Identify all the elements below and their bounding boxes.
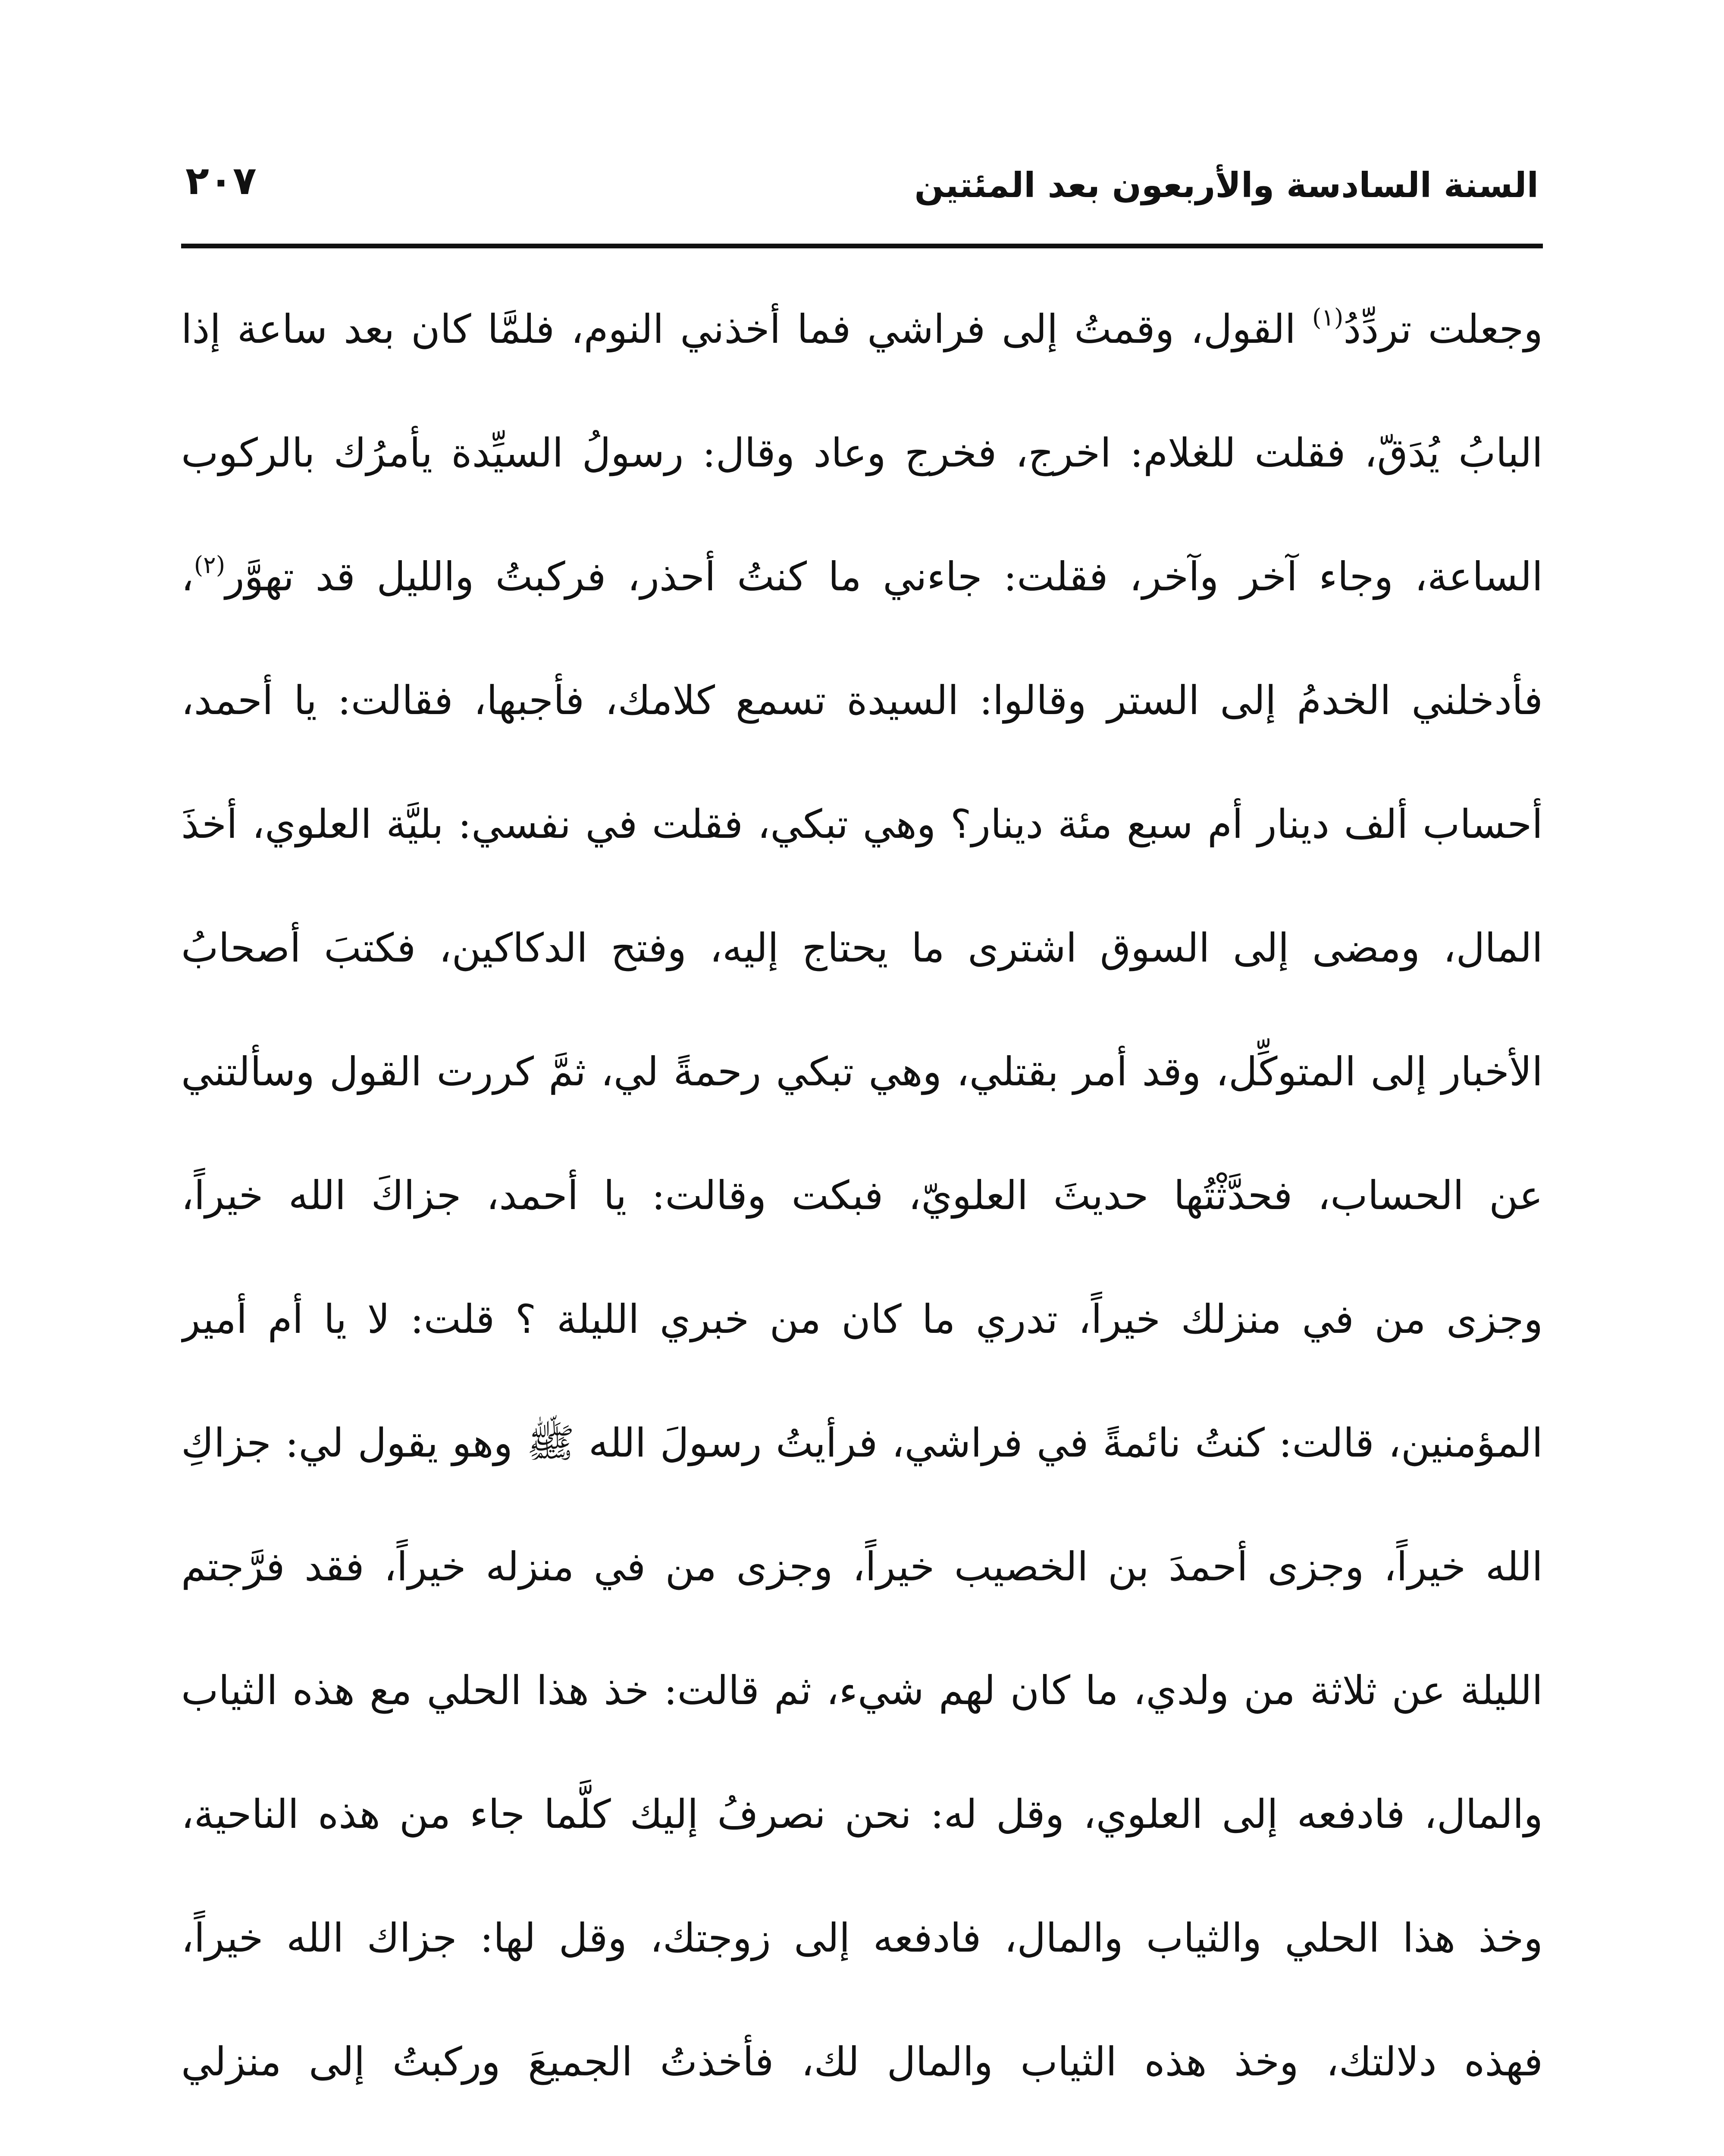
running-header <box>185 142 1539 229</box>
body-text-segment: والمال، فادفعه إلى العلوي، وقل له: نحن نصرفُ إليك كلَّما جاء من هذه الناحية، <box>181 1791 1543 1837</box>
body-text-segment: وخذ هذا الحلي والثياب والمال، فادفعه إلى زوجتك، وقل لها: جزاك الله خيراً، <box>181 1915 1543 1961</box>
body-line <box>181 639 1543 762</box>
body-line <box>181 1876 1543 2000</box>
body-text-segment: فأدخلني الخدمُ إلى الستر وقالوا: السيدة تسمع كلامك، فأجبها، فقالت: يا أحمد، <box>181 677 1543 724</box>
body-line <box>181 1752 1543 1876</box>
body-text-segment: أحساب ألف دينار أم سبع مئة دينار؟ وهي تبكي، فقلت في نفسي: بليَّة العلوي، أخذَ <box>181 801 1543 847</box>
body-line <box>181 391 1543 515</box>
body-line <box>181 267 1543 391</box>
body-text-segment: عن الحساب، فحدَّثْتُها حديثَ العلويّ، فبكت وقالت: يا أحمد، جزاكَ الله خيراً، <box>181 1172 1543 1219</box>
body-text-segment: ، <box>181 554 194 600</box>
body-text-segment: وجعلت تردِّدُ <box>1343 306 1543 352</box>
body-line <box>181 2124 1543 2156</box>
body-line <box>181 886 1543 1010</box>
body-line <box>181 1381 1543 1505</box>
body-text-segment: القول، وقمتُ إلى فراشي فما أخذني النوم، فلمَّا كان بعد ساعة إذا <box>181 306 1312 352</box>
body-line <box>181 1629 1543 1752</box>
body-text-segment: وجزى من في منزلك خيراً، تدري ما كان من خبري الليلة ؟ قلت: لا يا أم أمير <box>181 1296 1543 1342</box>
body-text <box>181 267 1543 2156</box>
body-line <box>181 2000 1543 2124</box>
body-line <box>181 515 1543 639</box>
body-line <box>181 1134 1543 1257</box>
body-text-segment: الليلة عن ثلاثة من ولدي، ما كان لهم شيء، ثم قالت: خذ هذا الحلي مع هذه الثياب <box>181 1667 1543 1714</box>
body-text-segment: المال، ومضى إلى السوق اشترى ما يحتاج إليه، وفتح الدكاكين، فكتبَ أصحابُ <box>181 925 1543 971</box>
body-line <box>181 762 1543 886</box>
body-text-segment: الأخبار إلى المتوكِّل، وقد أمر بقتلي، وهي تبكي رحمةً لي، ثمَّ كررت القول وسألتني <box>181 1049 1543 1095</box>
header-rule <box>181 244 1543 248</box>
running-title: السنة السادسة والأربعون بعد المئتين <box>914 165 1539 205</box>
body-text-segment: المؤمنين، قالت: كنتُ نائمةً في فراشي، فرأيتُ رسولَ الله ﷺ وهو يقول لي: جزاكِ <box>181 1420 1543 1466</box>
body-text-segment: البابُ يُدَقّ، فقلت للغلام: اخرج، فخرج وعاد وقال: رسولُ السيِّدة يأمرُك بالركوب <box>181 430 1543 476</box>
body-line <box>181 1257 1543 1381</box>
footnote-reference: (١) <box>1312 304 1344 331</box>
body-text-segment: الساعة، وجاء آخر وآخر، فقلت: جاءني ما كنتُ أحذر، فركبتُ والليل قد تهوَّر <box>225 554 1543 600</box>
body-line <box>181 1010 1543 1134</box>
body-line <box>181 1505 1543 1629</box>
page-number: ٢٠٧ <box>185 158 257 204</box>
body-text-segment: الله خيراً، وجزى أحمدَ بن الخصيب خيراً، وجزى من في منزله خيراً، فقد فرَّجتم <box>181 1544 1543 1590</box>
body-text-segment: فهذه دلالتك، وخذ هذه الثياب والمال لك، فأخذتُ الجميعَ وركبتُ إلى منزلي <box>181 2039 1543 2085</box>
footnote-reference: (٢) <box>194 551 226 579</box>
